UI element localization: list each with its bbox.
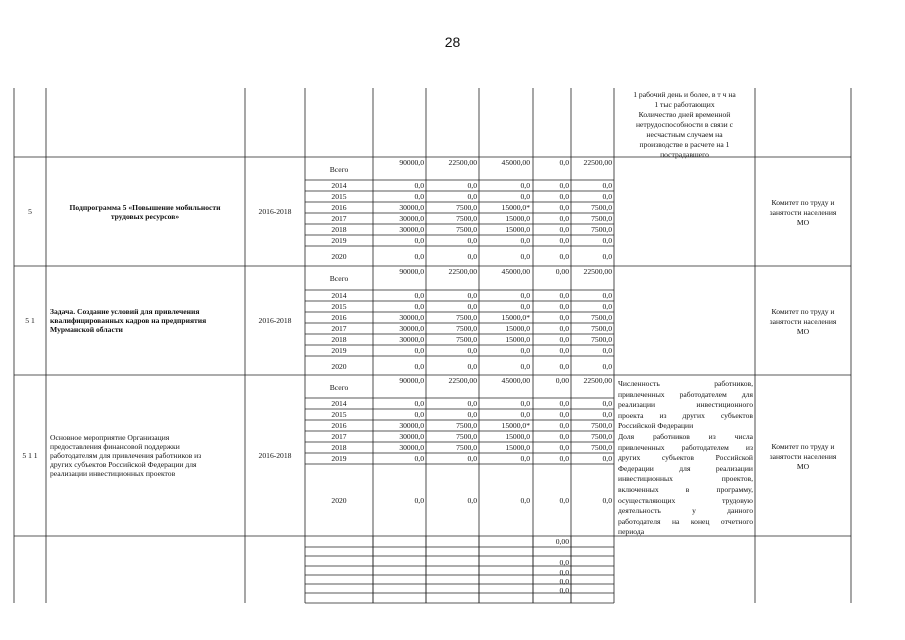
executor-line: МО xyxy=(796,461,810,471)
total-value: 0,00 xyxy=(555,376,569,385)
year-value: 7500,0 xyxy=(591,443,612,452)
year-value: 0,0 xyxy=(559,421,569,430)
total-value: 0,00 xyxy=(555,267,569,276)
indicator-line: деятельность у данного xyxy=(618,506,753,516)
year-value: 0,0 xyxy=(467,192,477,201)
year-value: 30000,0 xyxy=(399,324,424,333)
year-value: 0,0 xyxy=(602,410,612,419)
year-value: 7500,0 xyxy=(456,214,477,223)
indicator-text-line: 1 рабочий день и более, в т ч на xyxy=(633,90,736,99)
row-number: 5 1 xyxy=(25,315,35,325)
year-label: 2019 xyxy=(331,454,347,463)
year-value: 0,0 xyxy=(520,236,530,245)
year-value: 30000,0 xyxy=(399,432,424,441)
year-value: 0,0 xyxy=(520,496,530,505)
indicator-line: привлеченных работодателем из xyxy=(618,442,753,452)
executor-line: МО xyxy=(796,326,810,336)
year-value: 0,0 xyxy=(467,454,477,463)
indicator-description xyxy=(618,379,753,538)
year-value: 0,0 xyxy=(467,399,477,408)
year-value: 30000,0 xyxy=(399,313,424,322)
year-value: 0,0 xyxy=(520,361,530,371)
indicator-line: проекта из других субъектов xyxy=(618,410,753,420)
year-value: 30000,0 xyxy=(399,225,424,234)
year-value: 0,0 xyxy=(559,203,569,212)
year-label: 2016 xyxy=(331,421,347,430)
year-label: 2014 xyxy=(331,399,347,408)
total-value: 22500,00 xyxy=(583,158,612,167)
indicator-line: инвестиционных проектов, xyxy=(618,474,753,484)
year-label: 2020 xyxy=(331,361,347,371)
year-value: 0,0 xyxy=(559,410,569,419)
year-value: 0,0 xyxy=(559,432,569,441)
indicator-text-line: нетрудоспособности в связи с xyxy=(635,120,734,129)
year-value: 0,0 xyxy=(520,399,530,408)
year-value: 0,0 xyxy=(602,291,612,300)
year-value: 30000,0 xyxy=(399,214,424,223)
year-value: 0,0 xyxy=(602,181,612,190)
total-value: 90000,0 xyxy=(399,267,424,276)
year-value: 0,0 xyxy=(414,410,424,419)
total-value: 0,0 xyxy=(559,158,569,167)
year-value: 0,0 xyxy=(602,399,612,408)
total-value: 45000,00 xyxy=(501,158,530,167)
year-value: 0,0 xyxy=(602,192,612,201)
indicator-line: осуществляющих трудовую xyxy=(618,495,753,505)
row-number: 5 1 1 xyxy=(22,450,38,460)
year-value: 0,0 xyxy=(559,324,569,333)
year-value: 0,0 xyxy=(467,291,477,300)
indicator-text-line: пострадавшего xyxy=(660,150,709,159)
executor-line: Комитет по труду и xyxy=(771,441,835,451)
year-value: 7500,0 xyxy=(456,335,477,344)
year-value: 0,0 xyxy=(467,252,477,261)
year-value: 7500,0 xyxy=(456,421,477,430)
bottom-value: 0,0 xyxy=(559,577,569,586)
indicator-line: других субъектов Российской xyxy=(618,453,753,463)
total-value: 22500,00 xyxy=(583,376,612,385)
indicator-text-line: производстве в расчете на 1 xyxy=(639,140,730,149)
year-value: 0,0 xyxy=(520,291,530,300)
year-label: 2015 xyxy=(331,410,347,419)
year-value: 15000,0 xyxy=(505,225,530,234)
year-value: 0,0 xyxy=(520,192,530,201)
year-label: 2017 xyxy=(331,324,347,333)
indicator-text-line: Количество дней временной xyxy=(638,110,731,119)
year-value: 0,0 xyxy=(559,302,569,311)
year-value: 0,0 xyxy=(559,236,569,245)
year-value: 15000,0 xyxy=(505,432,530,441)
year-value: 0,0 xyxy=(467,496,477,505)
year-value: 0,0 xyxy=(414,361,424,371)
year-value: 7500,0 xyxy=(456,443,477,452)
year-label: 2020 xyxy=(331,252,347,261)
program-title-line: реализации инвестиционных проектов xyxy=(50,469,176,478)
year-value: 0,0 xyxy=(559,291,569,300)
bottom-value: 0,00 xyxy=(555,537,569,546)
year-value: 7500,0 xyxy=(591,335,612,344)
year-value: 0,0 xyxy=(414,496,424,505)
year-value: 0,0 xyxy=(602,236,612,245)
year-label: 2018 xyxy=(331,335,347,344)
year-value: 0,0 xyxy=(602,496,612,505)
year-value: 0,0 xyxy=(520,252,530,261)
indicator-line: реализации инвестиционного xyxy=(618,400,753,410)
year-value: 0,0 xyxy=(559,496,569,505)
year-value: 15000,0 xyxy=(505,443,530,452)
year-value: 0,0 xyxy=(559,361,569,371)
executor-line: Комитет по труду и xyxy=(771,197,835,207)
period: 2016-2018 xyxy=(258,315,292,325)
executor-line: Комитет по труду и xyxy=(771,306,835,316)
executor-line: МО xyxy=(796,217,810,227)
year-value: 7500,0 xyxy=(591,214,612,223)
year-label: 2019 xyxy=(331,236,347,245)
period: 2016-2018 xyxy=(258,450,292,460)
total-value: 22500,00 xyxy=(448,267,477,276)
year-label: 2014 xyxy=(331,291,347,300)
year-value: 0,0 xyxy=(520,181,530,190)
year-value: 0,0 xyxy=(559,313,569,322)
program-title-line: работодателям для привлечения работников из xyxy=(50,451,202,460)
year-value: 0,0 xyxy=(414,192,424,201)
year-label: 2015 xyxy=(331,192,347,201)
program-title-line: Мурманской области xyxy=(50,325,123,334)
year-value: 0,0 xyxy=(602,346,612,355)
indicator-text-line: несчастным случаем на xyxy=(646,130,723,139)
year-value: 15000,0 xyxy=(505,324,530,333)
program-title-line: предоставления финансовой поддержки xyxy=(50,442,180,451)
total-value: 22500,00 xyxy=(448,158,477,167)
year-value: 0,0 xyxy=(414,236,424,245)
year-label: 2017 xyxy=(331,214,347,223)
bottom-value: 0,0 xyxy=(559,558,569,567)
year-value: 30000,0 xyxy=(399,335,424,344)
year-value: 0,0 xyxy=(467,302,477,311)
year-value: 7500,0 xyxy=(591,313,612,322)
year-value: 15000,0* xyxy=(501,203,530,212)
year-value: 30000,0 xyxy=(399,203,424,212)
year-value: 0,0 xyxy=(520,346,530,355)
bottom-value: 0,0 xyxy=(559,568,569,577)
year-value: 0,0 xyxy=(559,252,569,261)
year-label: 2018 xyxy=(331,225,347,234)
year-value: 7500,0 xyxy=(456,432,477,441)
year-value: 7500,0 xyxy=(456,313,477,322)
year-label: 2014 xyxy=(331,181,347,190)
bottom-value: 0,0 xyxy=(559,586,569,595)
total-label: Всего xyxy=(329,274,349,283)
indicator-line: включенных в программу, xyxy=(618,484,753,494)
year-value: 0,0 xyxy=(414,399,424,408)
year-value: 0,0 xyxy=(559,335,569,344)
year-value: 0,0 xyxy=(467,236,477,245)
year-value: 30000,0 xyxy=(399,443,424,452)
year-value: 0,0 xyxy=(520,302,530,311)
year-value: 0,0 xyxy=(520,410,530,419)
program-title-line: других субъектов Российской Федерации для xyxy=(50,460,197,469)
indicator-line: Российской Федерации xyxy=(618,421,694,431)
total-value: 22500,00 xyxy=(448,376,477,385)
year-value: 0,0 xyxy=(467,181,477,190)
year-label: 2019 xyxy=(331,346,347,355)
year-value: 0,0 xyxy=(414,302,424,311)
program-title-line: Основное мероприятие Организация xyxy=(50,433,170,442)
program-title-line: Задача. Создание условий для привлечения xyxy=(50,307,200,316)
year-label: 2016 xyxy=(331,313,347,322)
indicator-line: Федерации для реализации xyxy=(618,463,753,473)
year-value: 0,0 xyxy=(559,214,569,223)
year-value: 15000,0* xyxy=(501,421,530,430)
year-value: 7500,0 xyxy=(456,203,477,212)
indicator-line: Доля работников из числа xyxy=(618,431,753,441)
year-value: 0,0 xyxy=(414,252,424,261)
year-value: 0,0 xyxy=(414,346,424,355)
year-value: 7500,0 xyxy=(591,203,612,212)
year-label: 2016 xyxy=(331,203,347,212)
year-value: 0,0 xyxy=(559,181,569,190)
year-value: 0,0 xyxy=(559,225,569,234)
row-number: 5 xyxy=(28,206,32,216)
total-label: Всего xyxy=(329,164,349,174)
year-value: 7500,0 xyxy=(591,421,612,430)
program-title-line: квалифицированных кадров на предприятия xyxy=(50,316,207,325)
total-value: 45000,00 xyxy=(501,376,530,385)
program-title-line: Подпрограмма 5 «Повышение мобильности xyxy=(69,202,221,212)
year-value: 0,0 xyxy=(602,252,612,261)
year-value: 7500,0 xyxy=(456,225,477,234)
year-label: 2020 xyxy=(331,496,347,505)
executor-line: занятости населения xyxy=(769,451,837,461)
year-label: 2017 xyxy=(331,432,347,441)
year-label: 2015 xyxy=(331,302,347,311)
executor-line: занятости населения xyxy=(769,316,837,326)
year-value: 30000,0 xyxy=(399,421,424,430)
page-number: 28 xyxy=(444,34,461,50)
total-value: 90000,0 xyxy=(399,158,424,167)
year-value: 7500,0 xyxy=(591,225,612,234)
year-value: 7500,0 xyxy=(456,324,477,333)
total-value: 45000,00 xyxy=(501,267,530,276)
program-title-line: трудовых ресурсов» xyxy=(110,211,180,221)
year-value: 0,0 xyxy=(559,399,569,408)
year-value: 0,0 xyxy=(559,454,569,463)
indicator-line: привлеченных работодателем для xyxy=(618,389,753,399)
year-value: 0,0 xyxy=(414,291,424,300)
indicator-line: периода xyxy=(618,527,645,537)
year-value: 0,0 xyxy=(467,346,477,355)
executor-line: занятости населения xyxy=(769,207,837,217)
year-value: 15000,0 xyxy=(505,214,530,223)
year-value: 0,0 xyxy=(559,192,569,201)
year-value: 0,0 xyxy=(414,454,424,463)
year-value: 0,0 xyxy=(602,302,612,311)
indicator-text-line: 1 тыс работающих xyxy=(654,100,715,109)
year-value: 0,0 xyxy=(467,361,477,371)
year-value: 0,0 xyxy=(602,454,612,463)
year-value: 0,0 xyxy=(467,410,477,419)
total-label: Всего xyxy=(329,382,349,392)
year-value: 7500,0 xyxy=(591,432,612,441)
year-value: 15000,0 xyxy=(505,335,530,344)
year-value: 0,0 xyxy=(414,181,424,190)
year-value: 0,0 xyxy=(602,361,612,371)
total-value: 90000,0 xyxy=(399,376,424,385)
year-value: 7500,0 xyxy=(591,324,612,333)
year-value: 0,0 xyxy=(559,443,569,452)
indicator-line: работодателя на конец отчетного xyxy=(618,516,753,526)
year-value: 0,0 xyxy=(520,454,530,463)
year-value: 0,0 xyxy=(559,346,569,355)
year-label: 2018 xyxy=(331,443,347,452)
period: 2016-2018 xyxy=(258,206,292,216)
year-value: 15000,0* xyxy=(501,313,530,322)
indicator-line: Численность работников, xyxy=(618,379,753,388)
total-value: 22500,00 xyxy=(583,267,612,276)
